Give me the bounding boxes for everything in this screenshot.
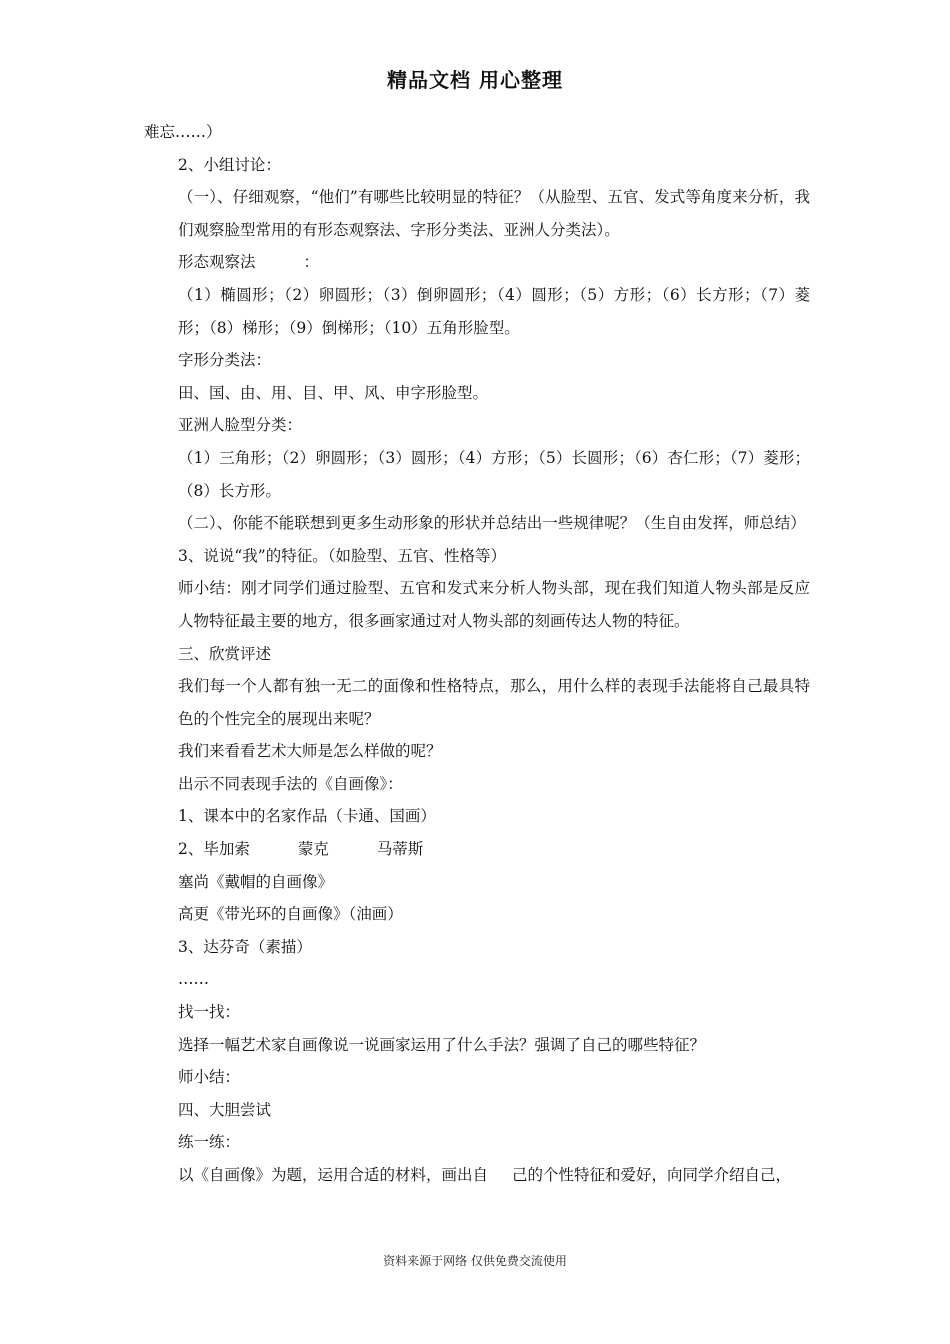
- line-4: [144, 246, 810, 279]
- paragraph-9: （1）三角形；（2）卵圆形；（3）圆形；（4）方形；（5）长圆形；（6）杏仁形；（7）菱形；（8）长方形。: [178, 448, 810, 500]
- line-25: 师小结：: [178, 1068, 241, 1087]
- line-11: 3、说说“我”的特征。（如脸型、五官、性格等）: [178, 546, 506, 565]
- line-18-item-1: 2、毕加索: [178, 840, 250, 859]
- line-1: 难忘……）: [144, 123, 222, 141]
- line-17: 1、课本中的名家作品（卡通、国画）: [178, 807, 436, 826]
- line-16: 出示不同表现手法的《自画像》：: [178, 774, 403, 793]
- paragraph-12: 师小结：刚才同学们通过脸型、五官和发式来分析人物头部，现在我们知道人物头部是反应人物特征最主要的地方，很多画家通过对人物头部的刻画传达人物的特征。: [178, 579, 810, 630]
- line-28-part-1: 以《自画像》为题，运用合适的材料，画出自: [178, 1166, 489, 1184]
- paragraph-5: （1）椭圆形；（2）卵圆形；（3）倒卵圆形；（4）圆形；（5）方形；（6）长方形；（7）菱形；（8）梯形；（9）倒梯形；（10）五角形脸型。: [178, 285, 810, 337]
- line-23: 找一找：: [178, 1003, 241, 1022]
- page-header-title: 精品文档 用心整理: [387, 68, 563, 92]
- line-26: 四、大胆尝试: [178, 1100, 272, 1119]
- document-body: [144, 116, 810, 1192]
- line-13: 三、欣赏评述: [178, 644, 272, 663]
- paragraph-3: （一）、仔细观察，“他们”有哪些比较明显的特征？（从脸型、五官、发式等角度来分析，我们观察脸型常用的有形态观察法、字形分类法、亚洲人分类法）。: [178, 188, 810, 239]
- line-20: 高更《带光环的自画像》（油画）: [178, 905, 403, 924]
- line-19: 塞尚《戴帽的自画像》: [178, 872, 334, 891]
- line-2: 2、小组讨论：: [178, 155, 281, 174]
- line-18: [144, 833, 810, 866]
- line-15: 我们来看看艺术大师是怎么样做的呢？: [178, 742, 442, 761]
- line-28-part-2: 己的个性特征和爱好，向同学介绍自己，: [512, 1166, 792, 1184]
- line-4-colon: ：: [303, 253, 320, 272]
- line-18-item-2: 蒙克: [297, 840, 329, 859]
- line-27: 练一练：: [178, 1133, 241, 1152]
- page-footer: 资料来源于网络 仅供免费交流使用: [383, 1254, 567, 1268]
- line-24: 选择一幅艺术家自画像说一说画家运用了什么手法？强调了自己的哪些特征？: [178, 1035, 706, 1054]
- line-28: [144, 1159, 810, 1192]
- line-7: 田、国、由、用、目、甲、风、申字形脸型。: [178, 383, 489, 402]
- line-22: ……: [178, 970, 209, 989]
- paragraph-14: 我们每一个人都有独一无二的面像和性格特点，那么，用什么样的表现手法能将自己最具特色的个性完全的展现出来呢？: [178, 677, 810, 728]
- line-21: 3、达芬奇（素描）: [178, 937, 312, 956]
- line-8: 亚洲人脸型分类：: [178, 416, 303, 435]
- line-18-item-3: 马蒂斯: [376, 840, 424, 859]
- paragraph-10: （二）、你能不能联想到更多生动形象的形状并总结出一些规律呢？（生自由发挥，师总结）: [178, 514, 806, 533]
- line-4-label: 形态观察法: [178, 253, 256, 272]
- line-6: 字形分类法：: [178, 351, 272, 370]
